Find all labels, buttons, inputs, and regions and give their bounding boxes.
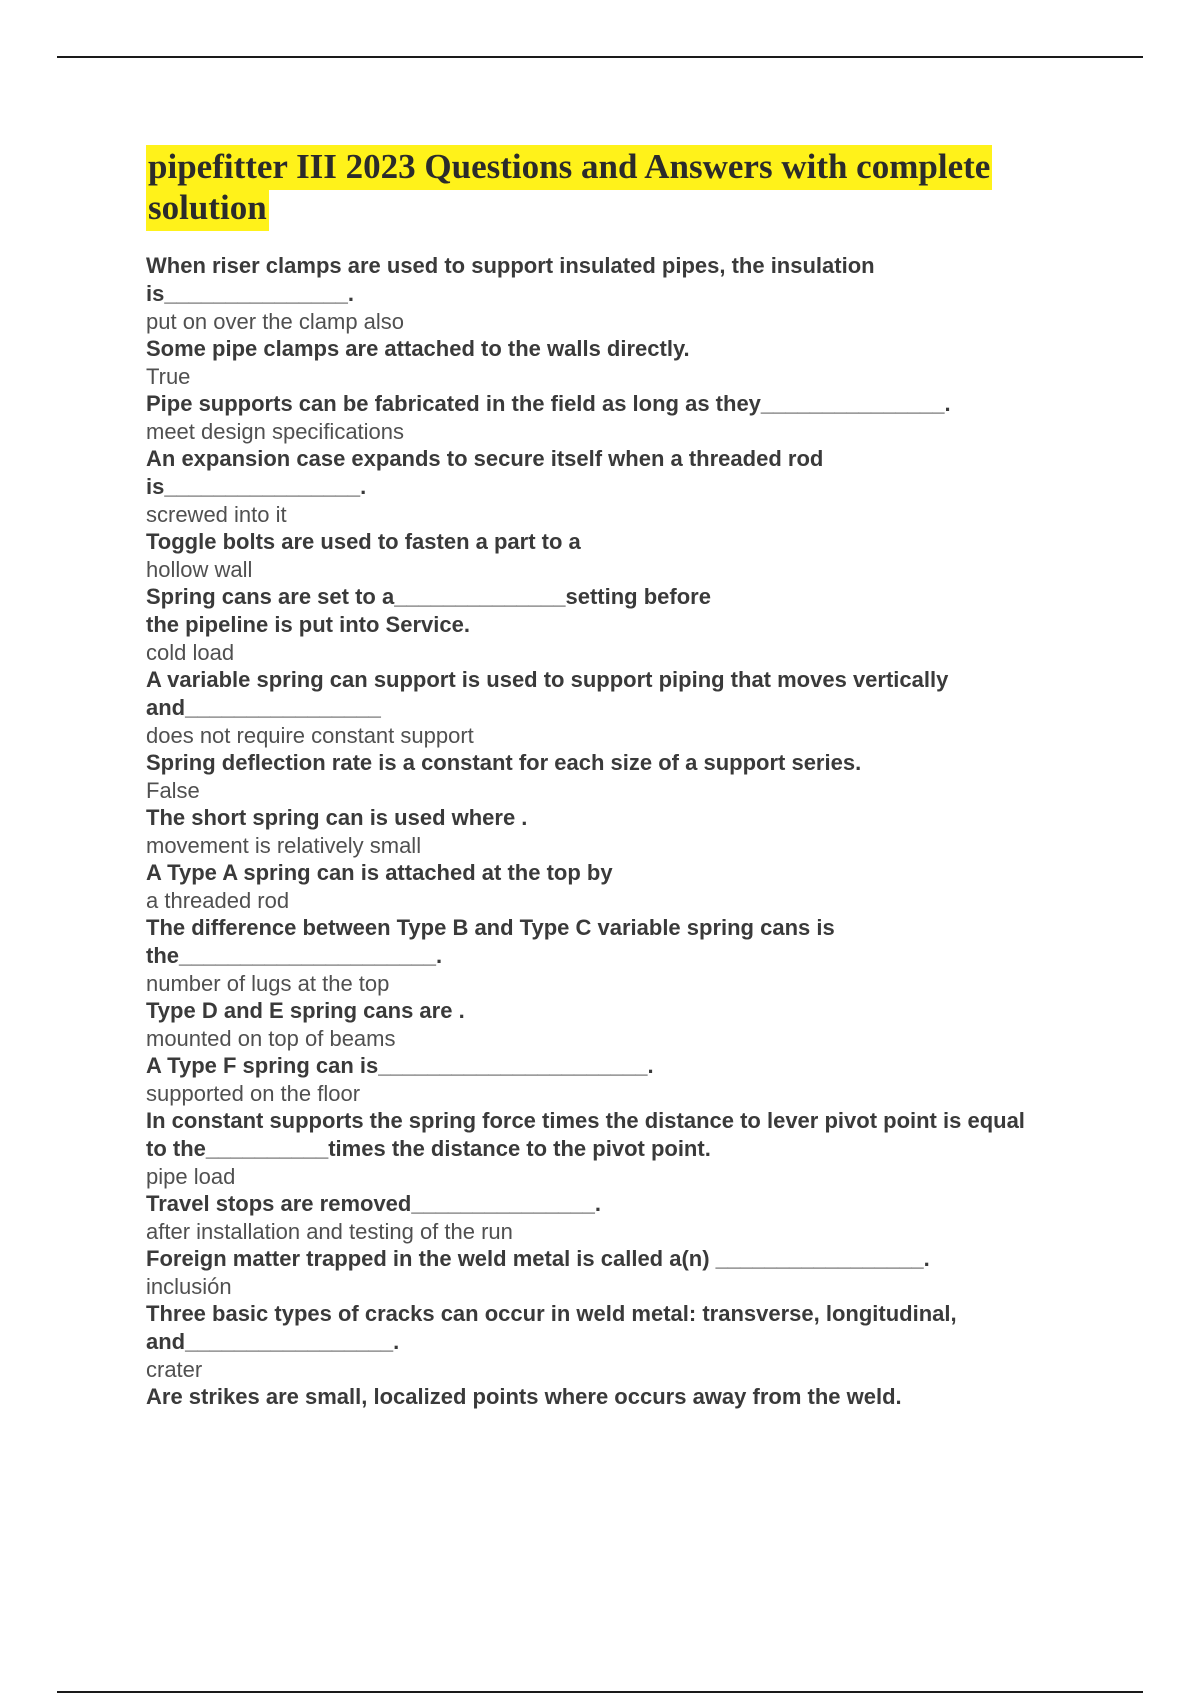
answer: supported on the floor xyxy=(146,1081,361,1106)
answer: cold load xyxy=(146,640,235,665)
qa-item xyxy=(146,749,1046,804)
question: Three basic types of cracks can occur in weld metal: transverse, longitudinal, and_________________. xyxy=(146,1301,957,1354)
question: Are strikes are small, localized points where occurs away from the weld. xyxy=(146,1384,902,1409)
answer: inclusión xyxy=(146,1274,232,1299)
qa-item xyxy=(146,445,1046,528)
answer: a threaded rod xyxy=(146,888,290,913)
question: In constant supports the spring force times the distance to lever pivot point is equal to the__________times the distance to the pivot point. xyxy=(146,1108,1025,1161)
document-body xyxy=(146,146,1046,1411)
qa-item xyxy=(146,252,1046,335)
answer: pipe load xyxy=(146,1164,236,1189)
question: When riser clamps are used to support insulated pipes, the insulation is_______________. xyxy=(146,253,875,306)
answer: after installation and testing of the run xyxy=(146,1219,513,1244)
question: A Type F spring can is______________________. xyxy=(146,1053,654,1078)
answer: meet design specifications xyxy=(146,419,405,444)
question: The short spring can is used where . xyxy=(146,805,528,830)
question: The difference between Type B and Type C variable spring cans is the_____________________. xyxy=(146,915,835,968)
qa-item xyxy=(146,390,1046,445)
qa-item xyxy=(146,1383,1046,1411)
question: Some pipe clamps are attached to the walls directly. xyxy=(146,336,690,361)
question: Spring cans are set to a______________setting before the pipeline is put into Service. xyxy=(146,584,711,637)
answer: movement is relatively small xyxy=(146,833,422,858)
answer: number of lugs at the top xyxy=(146,971,390,996)
qa-item xyxy=(146,1107,1046,1190)
qa-item xyxy=(146,1245,1046,1300)
qa-item xyxy=(146,583,1046,666)
qa-item xyxy=(146,666,1046,749)
answer: put on over the clamp also xyxy=(146,309,405,334)
answer: hollow wall xyxy=(146,557,253,582)
question: Foreign matter trapped in the weld metal is called a(n) _________________. xyxy=(146,1246,930,1271)
question: A Type A spring can is attached at the top by xyxy=(146,860,613,885)
qa-item xyxy=(146,1300,1046,1383)
question: Travel stops are removed_______________. xyxy=(146,1191,601,1216)
qa-item xyxy=(146,997,1046,1052)
answer: False xyxy=(146,778,200,803)
question: A variable spring can support is used to support piping that moves vertically and________________ xyxy=(146,667,949,720)
qa-item xyxy=(146,914,1046,997)
title-highlight: pipefitter III 2023 Questions and Answers with complete solution xyxy=(146,145,992,231)
answer: mounted on top of beams xyxy=(146,1026,396,1051)
answer: screwed into it xyxy=(146,502,287,527)
question: Pipe supports can be fabricated in the field as long as they_______________. xyxy=(146,391,951,416)
bottom-rule xyxy=(57,1691,1143,1693)
qa-item xyxy=(146,804,1046,859)
answer: crater xyxy=(146,1357,203,1382)
qa-item xyxy=(146,1190,1046,1245)
question: An expansion case expands to secure itself when a threaded rod is________________. xyxy=(146,446,824,499)
qa-item xyxy=(146,859,1046,914)
qa-item xyxy=(146,335,1046,390)
answer: True xyxy=(146,364,191,389)
top-rule xyxy=(57,56,1143,58)
question: Spring deflection rate is a constant for each size of a support series. xyxy=(146,750,862,775)
document-title xyxy=(146,146,1046,228)
question: Toggle bolts are used to fasten a part to a xyxy=(146,529,581,554)
question: Type D and E spring cans are . xyxy=(146,998,465,1023)
answer: does not require constant support xyxy=(146,723,474,748)
qa-item xyxy=(146,528,1046,583)
qa-item xyxy=(146,1052,1046,1107)
